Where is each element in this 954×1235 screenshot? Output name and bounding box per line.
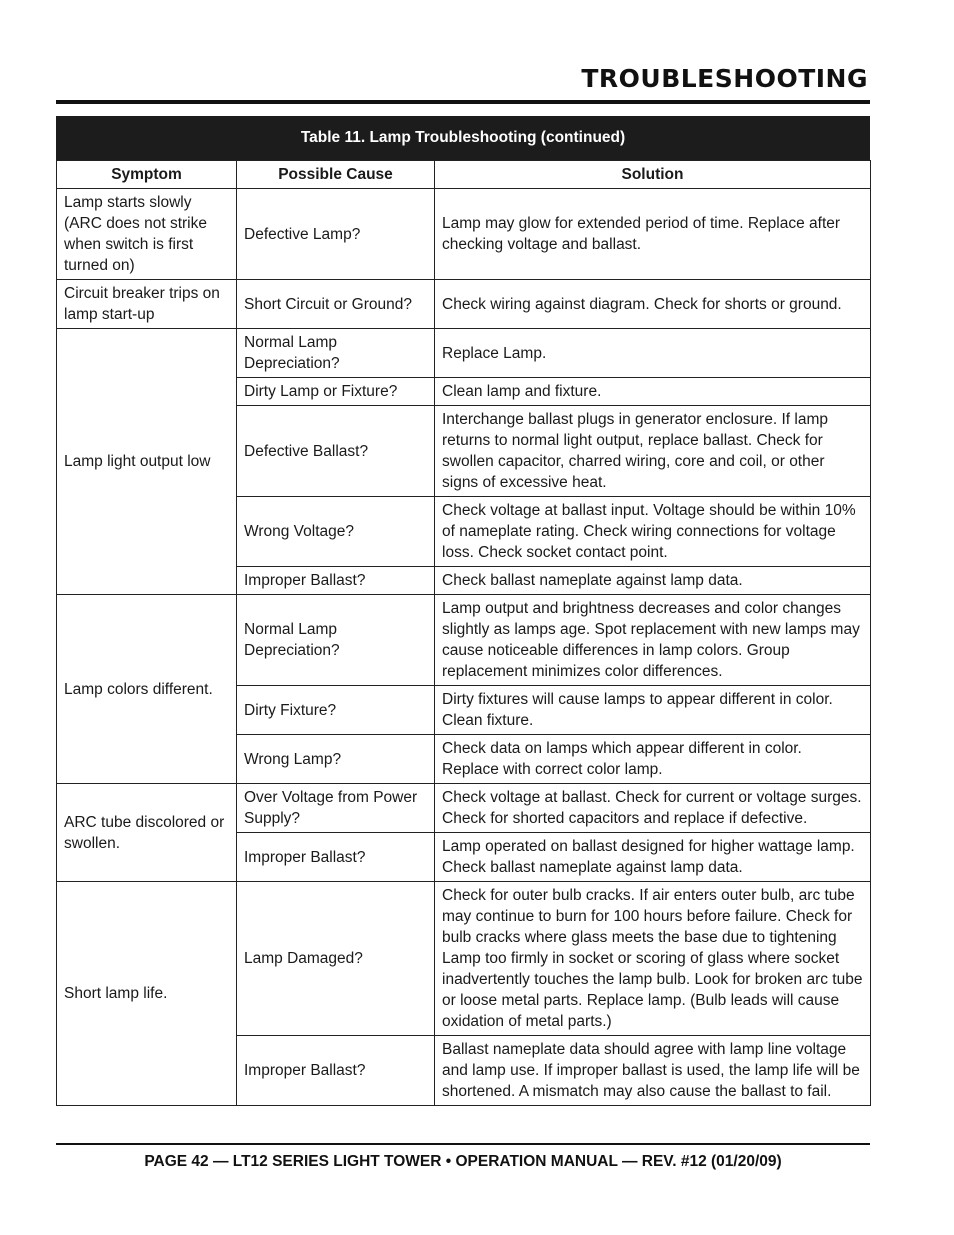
solution-cell: Ballast nameplate data should agree with lamp line voltage and lamp use. If improper ballast is used, the lamp life will be shortened. A mismatch may also cause the ballast to fail. xyxy=(435,1036,871,1106)
cause-cell: Improper Ballast? xyxy=(237,1036,435,1106)
solution-cell: Lamp may glow for extended period of time. Replace after checking voltage and ballast. xyxy=(435,189,871,280)
solution-cell: Clean lamp and fixture. xyxy=(435,378,871,406)
solution-cell: Interchange ballast plugs in generator enclosure. If lamp returns to normal light output, replace ballast. Check for swollen capacitor, charred wiring, core and coil, or other signs of excessive heat. xyxy=(435,406,871,497)
table-row xyxy=(57,189,871,280)
solution-cell: Check voltage at ballast input. Voltage should be within 10% of nameplate rating. Check wiring connections for voltage loss. Check socket contact point. xyxy=(435,497,871,567)
table-header-row xyxy=(57,161,871,189)
cause-cell: Short Circuit or Ground? xyxy=(237,280,435,329)
column-header-solution: Solution xyxy=(435,161,871,189)
table-row xyxy=(57,329,871,378)
column-header-cause: Possible Cause xyxy=(237,161,435,189)
solution-cell: Lamp operated on ballast designed for higher wattage lamp. Check ballast nameplate against lamp data. xyxy=(435,833,871,882)
solution-cell: Check for outer bulb cracks. If air enters outer bulb, arc tube may continue to burn for 100 hours before failure. Check for bulb cracks where glass meets the base due to tightening Lamp too firmly in socket or scoring of glass where socket inadvertently touches the lamp bulb. Look for broken arc tube or loose metal parts. Replace lamp. (Bulb leads will cause oxidation of metal parts.) xyxy=(435,882,871,1036)
table-row xyxy=(57,784,871,833)
solution-cell: Replace Lamp. xyxy=(435,329,871,378)
cause-cell: Dirty Lamp or Fixture? xyxy=(237,378,435,406)
solution-cell: Check voltage at ballast. Check for current or voltage surges. Check for shorted capacitors and replace if defective. xyxy=(435,784,871,833)
column-header-symptom: Symptom xyxy=(57,161,237,189)
cause-cell: Over Voltage from Power Supply? xyxy=(237,784,435,833)
cause-cell: Lamp Damaged? xyxy=(237,882,435,1036)
table-row xyxy=(57,882,871,1036)
troubleshooting-grid xyxy=(56,160,871,1106)
page-footer: PAGE 42 — LT12 SERIES LIGHT TOWER • OPERATION MANUAL — REV. #12 (01/20/09) xyxy=(144,1153,782,1170)
cause-cell: Wrong Lamp? xyxy=(237,735,435,784)
cause-cell: Improper Ballast? xyxy=(237,833,435,882)
table-caption: Table 11. Lamp Troubleshooting (continued) xyxy=(56,116,870,160)
symptom-cell: Lamp starts slowly (ARC does not strike when switch is first turned on) xyxy=(57,189,237,280)
table-row xyxy=(57,280,871,329)
footer-divider xyxy=(56,1143,870,1145)
troubleshooting-table xyxy=(56,116,870,1106)
symptom-cell: Lamp colors different. xyxy=(57,595,237,784)
solution-cell: Check data on lamps which appear different in color. Replace with correct color lamp. xyxy=(435,735,871,784)
symptom-cell: Lamp light output low xyxy=(57,329,237,595)
table-row xyxy=(57,595,871,686)
solution-cell: Dirty fixtures will cause lamps to appear different in color. Clean fixture. xyxy=(435,686,871,735)
cause-cell: Improper Ballast? xyxy=(237,567,435,595)
solution-cell: Lamp output and brightness decreases and color changes slightly as lamps age. Spot replacement with new lamps may cause noticeable differences in lamp colors. Group replacement minimizes color differences. xyxy=(435,595,871,686)
solution-cell: Check wiring against diagram. Check for shorts or ground. xyxy=(435,280,871,329)
cause-cell: Defective Lamp? xyxy=(237,189,435,280)
symptom-cell: ARC tube discolored or swollen. xyxy=(57,784,237,882)
cause-cell: Defective Ballast? xyxy=(237,406,435,497)
cause-cell: Wrong Voltage? xyxy=(237,497,435,567)
solution-cell: Check ballast nameplate against lamp data. xyxy=(435,567,871,595)
header-divider xyxy=(56,100,870,104)
cause-cell: Dirty Fixture? xyxy=(237,686,435,735)
cause-cell: Normal Lamp Depreciation? xyxy=(237,329,435,378)
page-title: TROUBLESHOOTING xyxy=(581,64,868,93)
symptom-cell: Circuit breaker trips on lamp start-up xyxy=(57,280,237,329)
cause-cell: Normal Lamp Depreciation? xyxy=(237,595,435,686)
symptom-cell: Short lamp life. xyxy=(57,882,237,1106)
